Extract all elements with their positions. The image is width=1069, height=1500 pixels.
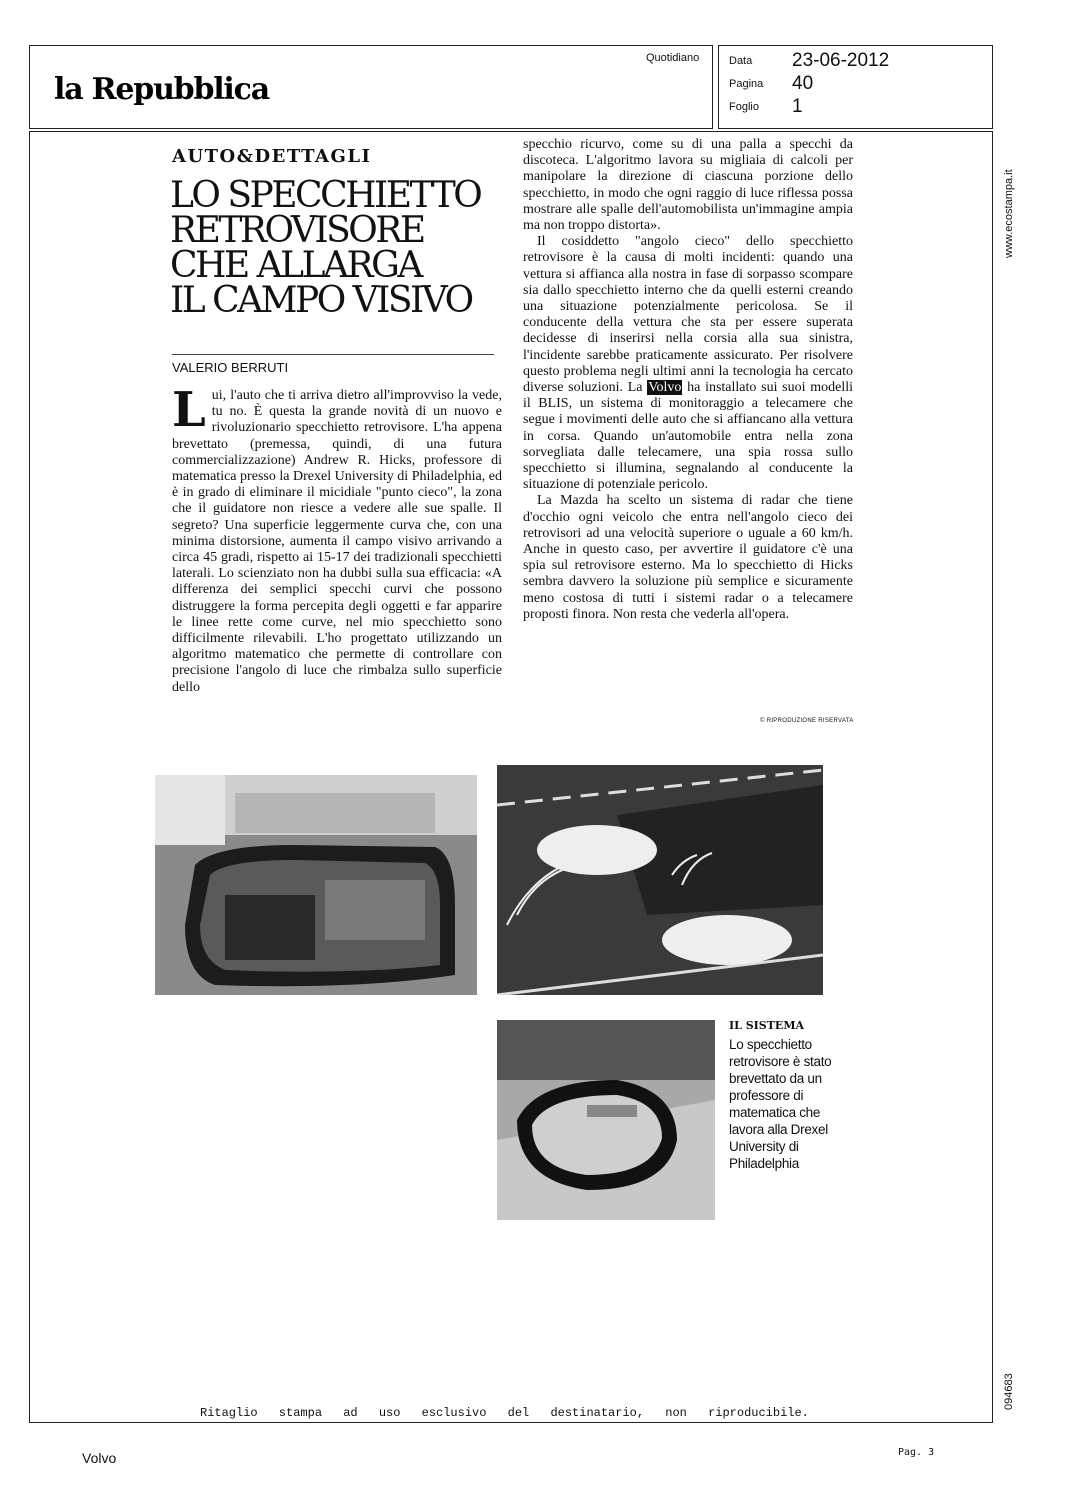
paragraph-text: ha installato sui suoi modelli il BLIS, un sistema di monitoraggio a telecamere che segue i movimenti delle auto che si affiancano alla vettura in corsa. Quando un'automobile entra nella zona sorvegliata dalle telecamere, una spia rossa sullo specchietto si illumina, segnalando al conducente la situazione di potenziale pericolo. [523, 380, 854, 493]
page-number: Pag. 3 [898, 1447, 935, 1458]
paragraph: specchio ricurvo, come su di una palla a specchi da discoteca. L'algoritmo lavora su migliaia di calcoli per manipolare la direzione di ciascuna porzione dello specchietto, in modo che ogni raggio di luce riflessa possa mostrare alle spalle dell'automobilista un'immagine ampia ma non troppo distorta». [523, 137, 853, 234]
brand-highlight: Volvo [648, 380, 682, 396]
byline: VALERIO BERRUTI [172, 360, 289, 375]
side-mirror-photo [497, 1020, 715, 1220]
meta-date-label: Data [729, 55, 753, 67]
byline-rule [172, 354, 494, 355]
headline-line: CHE ALLARGA [170, 245, 421, 286]
drop-cap: L [172, 382, 206, 438]
side-code [1003, 1368, 1019, 1418]
meta-page-value: 40 [792, 73, 814, 94]
publication-type: Quotidiano [646, 52, 700, 64]
side-url-text: www.ecostampa.it [1003, 169, 1015, 258]
meta-sheet-value: 1 [792, 96, 803, 117]
headline-line: LO SPECCHIETTO [170, 175, 481, 216]
column-1-text: ui, l'auto che ti arriva dietro all'improvviso la vede, tu no. È questa la grande novità di un nuovo e rivoluzionario specchietto retrovisore. L'ha appena brevettato (premessa, quindi, di una futura commercializzazione) Andrew R. Hicks, professore di matematica presso la Drexel University di Philadelphia, ed è in grado di eliminare il micidiale "punto cieco", la zona che il guidatore non riesce a vedere alle sue spalle. Il segreto? Una superficie leggermente curva che, con una minima distorsione, aumenta il campo visivo arrivando a circa 45 gradi, rispetto ai 15-17 dei tradizionali specchietti laterali. Lo scienziato non ha dubbi sulla sua efficacia: «A differenza dei semplici specchi curvi che possono distruggere la forma percepita degli oggetti e far apparire le linee rette come curve, nel mio specchietto sono difficilmente rilevabili. L'ho progettato utilizzando un algoritmo matematico che permette di controllare con precisione l'angolo di luce che rimbalza sullo superficie dello [172, 388, 502, 695]
headline-line: IL CAMPO VISIVO [170, 280, 472, 321]
reproduction-notice: Ritaglio stampa ad uso esclusivo del destinatario, non riproducibile. [200, 1406, 809, 1420]
paragraph-text: Il cosiddetto "angolo cieco" dello specchietto retrovisore è la causa di molti incidenti: quando una vettura si affianca alla nostra in fase di sorpasso scompare sia dallo specchietto interno che da quelli esterni creando una situazione potenzialmente pericolosa. Se il conducente della vettura che sta per essere superata decidesse di inserirsi nella corsia alla sua sinistra, l'incidente sarebbe praticamente assicurato. Per risolvere questo problema negli ultimi anni la tecnologia ha cercato diverse soluzioni. La [523, 234, 853, 396]
paragraph: La Mazda ha scelto un sistema di radar che tiene d'occhio ogni veicolo che entra nell'angolo cieco dei retrovisori ad una velocità superiore o uguale a 60 km/h. Anche in questo caso, per avvertire il guidatore c'è una spia sul retrovisore esterno. Ma lo specchietto di Hicks sembra davvero la soluzione più semplice e sicuramente meno costosa di tutti i sistemi radar o a telecamere proposti finora. Non resta che vederla all'opera. [523, 493, 853, 622]
copyright: © RIPRODUZIONE RISERVATA [760, 718, 854, 724]
side-code-text: 094683 [1003, 1373, 1015, 1410]
meta-date-value: 23-06-2012 [792, 50, 890, 71]
mirror-photo [155, 775, 477, 995]
article-column-1 [172, 382, 502, 696]
section-title: AUTO&DETTAGLI [172, 146, 372, 167]
client-tag: Volvo [82, 1450, 117, 1466]
newspaper-logo: la Repubblica [54, 72, 269, 107]
headline-line: RETROVISORE [170, 210, 424, 251]
headline [170, 175, 500, 321]
side-url [1003, 140, 1019, 260]
meta-sheet-label: Foglio [729, 101, 759, 113]
paragraph [523, 234, 853, 493]
caption-text: Lo specchietto retrovisore è stato brevettato da un professore di matematica che lavora alla Drexel University di Philadelphia [729, 1037, 832, 1171]
article-column-2 [523, 137, 853, 623]
blind-spot-diagram [497, 765, 823, 995]
meta-page-label: Pagina [729, 78, 764, 90]
caption-title: IL SISTEMA [729, 1019, 805, 1032]
